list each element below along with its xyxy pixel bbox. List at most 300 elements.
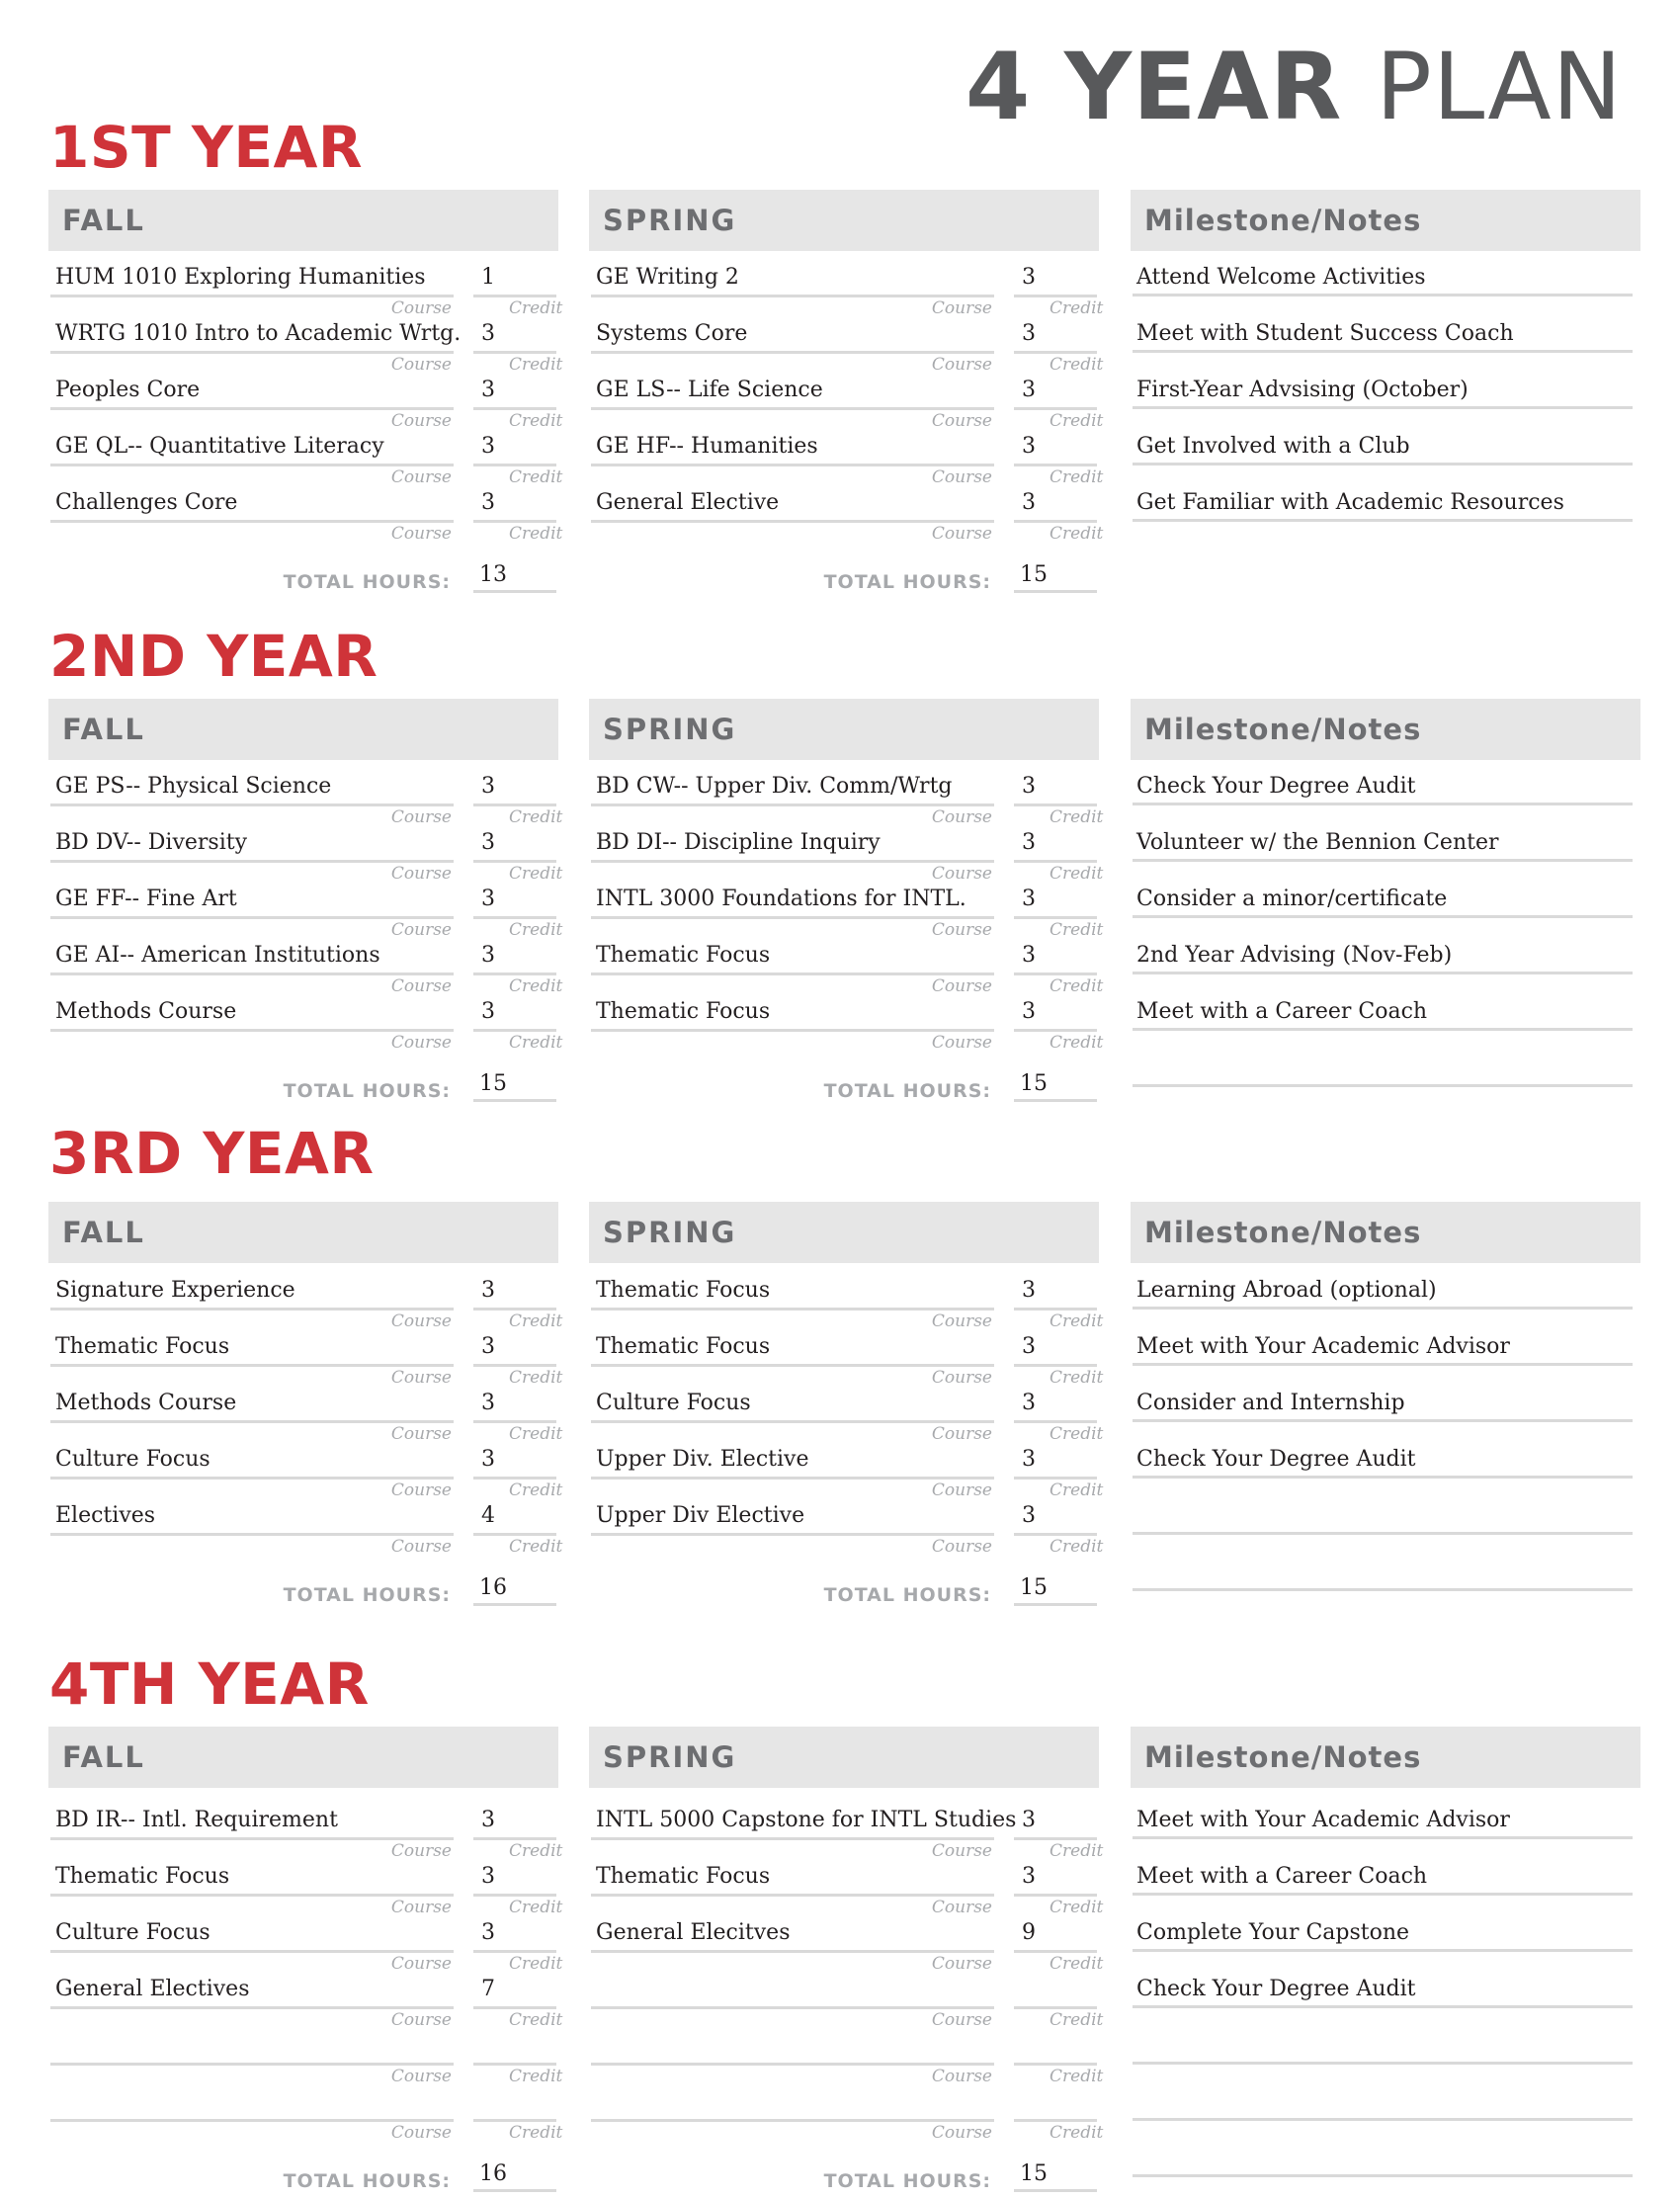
fall-course-list [48, 261, 563, 544]
course-line [591, 2006, 994, 2009]
milestone-note-text[interactable]: Check Your Degree Audit [1136, 1977, 1416, 2001]
course-name[interactable]: Electives [55, 1503, 156, 1528]
course-name[interactable]: WRTG 1010 Intro to Academic Wrtg. [55, 321, 462, 346]
course-row [589, 1860, 1104, 1917]
credit-caption: Credit [1050, 467, 1104, 487]
course-line [50, 1894, 454, 1897]
course-name[interactable]: GE FF-- Fine Art [55, 887, 237, 911]
credit-line [1014, 916, 1097, 919]
credit-value[interactable]: 3 [1022, 1447, 1036, 1472]
course-line [591, 1308, 994, 1311]
milestone-notes-header: Milestone/Notes [1131, 190, 1640, 251]
course-line [591, 973, 994, 975]
credit-caption: Credit [509, 807, 563, 827]
credit-line [473, 1420, 556, 1423]
milestone-note-text[interactable]: Get Involved with a Club [1136, 434, 1410, 459]
course-name[interactable]: Thematic Focus [55, 1334, 230, 1359]
credit-value[interactable]: 3 [481, 434, 495, 459]
course-name[interactable]: Challenges Core [55, 490, 238, 515]
credit-value[interactable]: 3 [1022, 490, 1036, 515]
milestone-note [1131, 770, 1640, 826]
credit-caption: Credit [509, 2067, 563, 2086]
credit-caption: Credit [1050, 864, 1104, 884]
course-name[interactable]: Thematic Focus [55, 1864, 230, 1889]
course-line [591, 1477, 994, 1480]
course-name[interactable]: Culture Focus [55, 1447, 210, 1472]
course-caption: Course [931, 1954, 992, 1974]
milestone-note-line [1133, 1419, 1633, 1422]
credit-value[interactable]: 3 [1022, 999, 1036, 1024]
milestone-note [1131, 1499, 1640, 1556]
course-line [591, 803, 994, 806]
course-row [589, 1330, 1104, 1388]
year-heading: 4TH YEAR [49, 1650, 370, 1718]
course-caption: Course [390, 920, 452, 940]
course-name[interactable]: GE HF-- Humanities [596, 434, 818, 459]
course-caption: Course [931, 976, 992, 996]
credit-caption: Credit [1050, 1033, 1104, 1053]
spring-total-hours [589, 1069, 1099, 1109]
course-caption: Course [931, 1033, 992, 1053]
credit-caption: Credit [1050, 976, 1104, 996]
credit-caption: Credit [509, 920, 563, 940]
milestone-note [1131, 374, 1640, 430]
course-row [48, 1499, 563, 1557]
course-name[interactable]: Upper Div Elective [596, 1503, 805, 1528]
credit-value[interactable]: 3 [1022, 378, 1036, 402]
course-name[interactable]: Methods Course [55, 1391, 237, 1415]
credit-caption: Credit [509, 524, 563, 544]
course-name[interactable]: Systems Core [596, 321, 748, 346]
milestone-note-line [1133, 294, 1633, 296]
milestone-note-text[interactable]: Meet with Your Academic Advisor [1136, 1334, 1510, 1359]
spring-course-list [589, 1274, 1104, 1557]
milestone-note [1131, 1804, 1640, 1860]
credit-line [1014, 860, 1097, 863]
course-caption: Course [931, 298, 992, 318]
course-row [589, 261, 1104, 318]
fall-semester-panel [48, 190, 563, 593]
total-hours-value[interactable]: 15 [479, 1071, 507, 1096]
page-title-light: PLAN [1376, 34, 1623, 141]
course-line [50, 1950, 454, 1953]
credit-value[interactable]: 3 [1022, 1278, 1036, 1303]
milestone-note-line [1133, 406, 1633, 409]
credit-value[interactable]: 3 [481, 1920, 495, 1945]
credit-line [473, 351, 556, 354]
course-name[interactable]: Culture Focus [55, 1920, 210, 1945]
course-name[interactable]: General Elective [596, 490, 780, 515]
course-caption: Course [931, 1537, 992, 1557]
credit-value[interactable]: 3 [481, 1447, 495, 1472]
course-caption: Course [931, 1311, 992, 1331]
course-row [589, 2029, 1104, 2086]
milestone-note [1131, 1330, 1640, 1387]
milestone-notes-header: Milestone/Notes [1131, 699, 1640, 760]
total-hours-label: TOTAL HOURS: [283, 1584, 451, 1606]
credit-value[interactable]: 3 [481, 378, 495, 402]
milestone-note-line [1133, 1363, 1633, 1366]
course-name[interactable]: BD DI-- Discipline Inquiry [596, 830, 881, 855]
spring-semester-panel [589, 190, 1104, 593]
course-line [50, 1477, 454, 1480]
course-line [50, 351, 454, 354]
milestone-note-line [1133, 2118, 1633, 2121]
milestone-notes-list [1131, 1804, 1640, 2198]
credit-caption: Credit [509, 864, 563, 884]
fall-total-hours [48, 1573, 558, 1613]
course-name[interactable]: HUM 1010 Exploring Humanities [55, 265, 426, 290]
spring-semester-panel [589, 699, 1104, 1102]
total-hours-label: TOTAL HOURS: [823, 571, 991, 593]
milestone-notes-panel [1131, 190, 1640, 515]
credit-value[interactable]: 4 [481, 1503, 495, 1528]
course-row [48, 1274, 563, 1331]
course-name[interactable]: Upper Div. Elective [596, 1447, 809, 1472]
credit-line [473, 2006, 556, 2009]
milestone-note [1131, 939, 1640, 995]
course-row [589, 1274, 1104, 1331]
credit-value[interactable]: 3 [481, 1808, 495, 1832]
milestone-note [1131, 261, 1640, 317]
spring-total-hours [589, 1573, 1099, 1613]
course-row [48, 995, 563, 1053]
course-line [50, 295, 454, 297]
course-line [50, 2006, 454, 2009]
total-hours-line [1014, 1603, 1097, 1606]
course-name[interactable]: GE PS-- Physical Science [55, 774, 332, 799]
fall-total-hours [48, 1069, 558, 1109]
credit-caption: Credit [509, 1898, 563, 1917]
credit-value[interactable]: 9 [1022, 1920, 1036, 1945]
milestone-note-line [1133, 350, 1633, 353]
milestone-note-text[interactable]: Consider and Internship [1136, 1391, 1405, 1415]
course-caption: Course [931, 1424, 992, 1444]
course-caption: Course [390, 1033, 452, 1053]
credit-line [1014, 1420, 1097, 1423]
course-line [50, 860, 454, 863]
milestone-note-line [1133, 1476, 1633, 1479]
credit-caption: Credit [1050, 1954, 1104, 1974]
total-hours-line [473, 1099, 556, 1102]
course-caption: Course [931, 1841, 992, 1861]
credit-line [1014, 520, 1097, 523]
total-hours-value[interactable]: 13 [479, 562, 507, 587]
credit-value[interactable]: 1 [481, 265, 495, 290]
course-line [591, 2063, 994, 2066]
fall-header: FALL [48, 190, 558, 251]
milestone-note-text[interactable]: Attend Welcome Activities [1136, 265, 1426, 290]
milestone-note-text[interactable]: Consider a minor/certificate [1136, 887, 1448, 911]
course-name[interactable]: GE LS-- Life Science [596, 378, 823, 402]
credit-line [1014, 1364, 1097, 1367]
course-line [50, 1029, 454, 1032]
credit-value[interactable]: 3 [1022, 1808, 1036, 1832]
spring-course-list [589, 261, 1104, 544]
milestone-notes-panel [1131, 1202, 1640, 1472]
course-name[interactable]: Peoples Core [55, 378, 201, 402]
credit-line [473, 2063, 556, 2066]
milestone-note-line [1133, 915, 1633, 918]
course-row [48, 317, 563, 375]
course-name[interactable]: GE Writing 2 [596, 265, 739, 290]
milestone-notes-list [1131, 261, 1640, 543]
spring-header: SPRING [589, 1202, 1099, 1263]
milestone-note [1131, 2142, 1640, 2198]
course-name[interactable]: Thematic Focus [596, 943, 771, 968]
spring-semester-panel [589, 1202, 1104, 1606]
course-line [591, 407, 994, 410]
course-row [48, 1973, 563, 2030]
credit-line [1014, 351, 1097, 354]
course-name[interactable]: INTL 3000 Foundations for INTL. [596, 887, 966, 911]
total-hours-line [1014, 1099, 1097, 1102]
course-name[interactable]: Thematic Focus [596, 999, 771, 1024]
credit-line [473, 1894, 556, 1897]
credit-value[interactable]: 3 [481, 1278, 495, 1303]
credit-value[interactable]: 3 [1022, 774, 1036, 799]
course-name[interactable]: BD DV-- Diversity [55, 830, 248, 855]
total-hours-line [1014, 2189, 1097, 2192]
course-caption: Course [390, 1841, 452, 1861]
milestone-note-line [1133, 1532, 1633, 1535]
credit-value[interactable]: 7 [481, 1977, 495, 2001]
course-caption: Course [931, 2010, 992, 2030]
credit-value[interactable]: 3 [1022, 830, 1036, 855]
course-line [591, 916, 994, 919]
credit-value[interactable]: 3 [481, 887, 495, 911]
course-row [48, 826, 563, 884]
course-caption: Course [390, 864, 452, 884]
course-row [589, 1443, 1104, 1500]
milestone-note-line [1133, 463, 1633, 465]
course-row [589, 374, 1104, 431]
credit-value[interactable]: 3 [481, 1864, 495, 1889]
course-name[interactable]: GE AI-- American Institutions [55, 943, 380, 968]
milestone-note-line [1133, 1307, 1633, 1310]
total-hours-value[interactable]: 15 [1020, 562, 1048, 587]
milestone-note-text[interactable]: Complete Your Capstone [1136, 1920, 1410, 1945]
total-hours-label: TOTAL HOURS: [283, 1080, 451, 1102]
course-row [48, 1916, 563, 1974]
credit-caption: Credit [509, 298, 563, 318]
course-line [50, 520, 454, 523]
course-caption: Course [931, 864, 992, 884]
credit-value[interactable]: 3 [1022, 1391, 1036, 1415]
course-caption: Course [390, 2123, 452, 2143]
milestone-note-text[interactable]: Check Your Degree Audit [1136, 774, 1416, 799]
credit-caption: Credit [509, 1368, 563, 1388]
course-line [591, 351, 994, 354]
course-name[interactable]: General Elecitves [596, 1920, 791, 1945]
course-caption: Course [931, 1480, 992, 1500]
course-name[interactable]: Methods Course [55, 999, 237, 1024]
credit-value[interactable]: 3 [1022, 1334, 1036, 1359]
fall-course-list [48, 770, 563, 1053]
credit-line [473, 1477, 556, 1480]
milestone-note-text[interactable]: 2nd Year Advising (Nov-Feb) [1136, 943, 1453, 968]
credit-value[interactable]: 3 [1022, 1864, 1036, 1889]
fall-semester-panel [48, 1202, 563, 1606]
milestone-note-text[interactable]: Meet with a Career Coach [1136, 1864, 1428, 1889]
course-row [48, 261, 563, 318]
credit-value[interactable]: 3 [481, 321, 495, 346]
course-row [589, 1499, 1104, 1557]
year-heading: 1ST YEAR [49, 114, 364, 181]
milestone-note-line [1133, 2174, 1633, 2177]
milestone-notes-header: Milestone/Notes [1131, 1202, 1640, 1263]
course-line [591, 1837, 994, 1840]
credit-caption: Credit [1050, 355, 1104, 375]
milestone-note [1131, 317, 1640, 374]
course-row [48, 1387, 563, 1444]
spring-header: SPRING [589, 699, 1099, 760]
course-caption: Course [931, 355, 992, 375]
course-name[interactable]: BD CW-- Upper Div. Comm/Wrtg [596, 774, 953, 799]
course-row [48, 430, 563, 487]
credit-line [473, 1029, 556, 1032]
milestone-note-line [1133, 1836, 1633, 1839]
course-row [589, 939, 1104, 996]
course-row [48, 1330, 563, 1388]
course-caption: Course [390, 1480, 452, 1500]
credit-value[interactable]: 3 [481, 1334, 495, 1359]
milestone-note-line [1133, 1588, 1633, 1591]
milestone-note-text[interactable]: Meet with Your Academic Advisor [1136, 1808, 1510, 1832]
total-hours-line [1014, 590, 1097, 593]
credit-line [1014, 1950, 1097, 1953]
credit-line [473, 1950, 556, 1953]
total-hours-value[interactable]: 16 [479, 2161, 507, 2186]
course-row [48, 883, 563, 940]
course-row [48, 770, 563, 827]
milestone-note-line [1133, 1893, 1633, 1896]
course-name[interactable]: BD IR-- Intl. Requirement [55, 1808, 338, 1832]
milestone-note [1131, 1973, 1640, 2029]
total-hours-value[interactable]: 15 [1020, 2161, 1048, 2186]
credit-caption: Credit [1050, 2010, 1104, 2030]
course-caption: Course [390, 976, 452, 996]
course-row [48, 939, 563, 996]
milestone-note-line [1133, 2062, 1633, 2065]
milestone-note-text[interactable]: Meet with Student Success Coach [1136, 321, 1514, 346]
course-caption: Course [390, 2010, 452, 2030]
milestone-note-text[interactable]: Learning Abroad (optional) [1136, 1278, 1437, 1303]
credit-caption: Credit [1050, 524, 1104, 544]
course-line [50, 464, 454, 466]
course-name[interactable]: Thematic Focus [596, 1864, 771, 1889]
course-line [50, 1364, 454, 1367]
credit-value[interactable]: 3 [481, 1391, 495, 1415]
course-row [589, 317, 1104, 375]
credit-value[interactable]: 3 [1022, 321, 1036, 346]
credit-value[interactable]: 3 [481, 943, 495, 968]
course-caption: Course [931, 524, 992, 544]
total-hours-line [473, 2189, 556, 2192]
course-caption: Course [390, 524, 452, 544]
milestone-note-text[interactable]: Check Your Degree Audit [1136, 1447, 1416, 1472]
course-row [48, 2029, 563, 2086]
milestone-note-text[interactable]: Get Familiar with Academic Resources [1136, 490, 1564, 515]
course-name[interactable]: Thematic Focus [596, 1334, 771, 1359]
course-name[interactable]: Thematic Focus [596, 1278, 771, 1303]
credit-caption: Credit [1050, 807, 1104, 827]
credit-caption: Credit [1050, 411, 1104, 431]
credit-caption: Credit [509, 411, 563, 431]
course-line [50, 1533, 454, 1536]
credit-caption: Credit [509, 355, 563, 375]
credit-value[interactable]: 3 [481, 999, 495, 1024]
course-row [589, 1804, 1104, 1861]
credit-value[interactable]: 3 [1022, 887, 1036, 911]
total-hours-value[interactable]: 15 [1020, 1071, 1048, 1096]
credit-value[interactable]: 3 [481, 774, 495, 799]
course-name[interactable]: Culture Focus [596, 1391, 751, 1415]
milestone-note-text[interactable]: Volunteer w/ the Bennion Center [1136, 830, 1499, 855]
credit-line [473, 916, 556, 919]
total-hours-value[interactable]: 16 [479, 1575, 507, 1600]
course-row [589, 995, 1104, 1053]
credit-caption: Credit [1050, 1537, 1104, 1557]
milestone-note [1131, 1387, 1640, 1443]
credit-caption: Credit [1050, 1841, 1104, 1861]
credit-line [473, 860, 556, 863]
credit-caption: Credit [1050, 1424, 1104, 1444]
course-line [591, 860, 994, 863]
credit-line [1014, 464, 1097, 466]
page-title [965, 34, 1623, 141]
course-row [589, 883, 1104, 940]
course-row [589, 1973, 1104, 2030]
milestone-note [1131, 430, 1640, 486]
credit-value[interactable]: 3 [1022, 943, 1036, 968]
credit-value[interactable]: 3 [481, 490, 495, 515]
credit-value[interactable]: 3 [1022, 434, 1036, 459]
course-line [50, 973, 454, 975]
course-name[interactable]: GE QL-- Quantitative Literacy [55, 434, 384, 459]
total-hours-label: TOTAL HOURS: [283, 2170, 451, 2192]
credit-value[interactable]: 3 [1022, 265, 1036, 290]
credit-caption: Credit [509, 1954, 563, 1974]
course-name[interactable]: INTL 5000 Capstone for INTL Studies [596, 1808, 1017, 1832]
total-hours-line [473, 1603, 556, 1606]
course-caption: Course [390, 807, 452, 827]
milestone-notes-panel [1131, 699, 1640, 1024]
course-line [591, 1533, 994, 1536]
course-row [589, 430, 1104, 487]
course-name[interactable]: Signature Experience [55, 1278, 295, 1303]
credit-caption: Credit [1050, 2123, 1104, 2143]
page-title-bold: 4 YEAR [965, 34, 1343, 141]
milestone-note-text[interactable]: First-Year Advsising (October) [1136, 378, 1469, 402]
course-row [48, 1804, 563, 1861]
milestone-note-text[interactable]: Meet with a Career Coach [1136, 999, 1428, 1024]
total-hours-label: TOTAL HOURS: [823, 1080, 991, 1102]
course-caption: Course [931, 920, 992, 940]
credit-line [1014, 803, 1097, 806]
total-hours-value[interactable]: 15 [1020, 1575, 1048, 1600]
credit-line [1014, 1308, 1097, 1311]
credit-line [1014, 1837, 1097, 1840]
credit-value[interactable]: 3 [481, 830, 495, 855]
course-row [48, 2085, 563, 2143]
credit-line [1014, 1894, 1097, 1897]
milestone-note-line [1133, 1949, 1633, 1952]
credit-line [473, 407, 556, 410]
course-name[interactable]: General Electives [55, 1977, 250, 2001]
credit-caption: Credit [509, 1033, 563, 1053]
credit-value[interactable]: 3 [1022, 1503, 1036, 1528]
